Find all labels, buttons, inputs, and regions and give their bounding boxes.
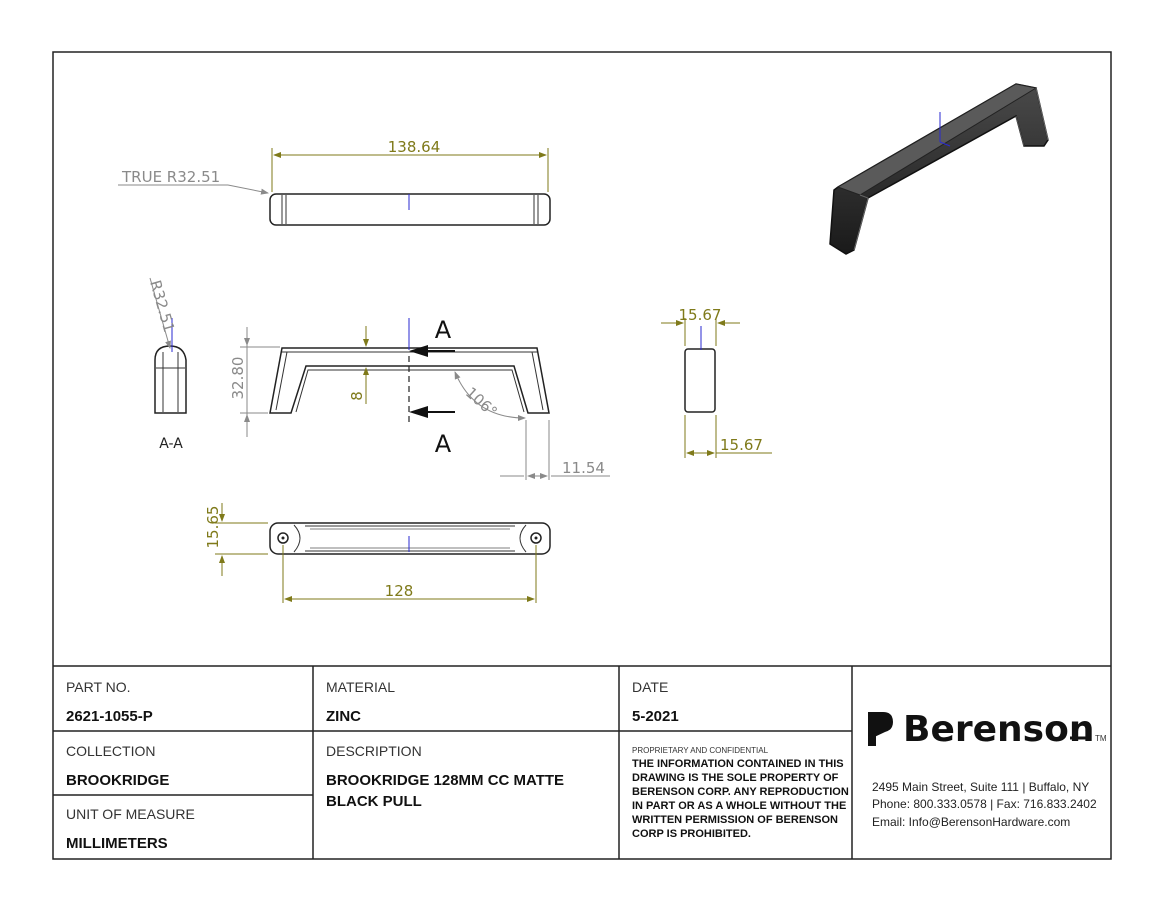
section-radius-note: R32.51	[146, 278, 179, 335]
thickness-dimension: 8	[348, 391, 366, 401]
company-email: Email: Info@BerensonHardware.com	[872, 815, 1071, 829]
offset-dimension: 11.54	[562, 459, 605, 477]
proprietary-line-4: IN PART OR AS A WHOLE WITHOUT THE	[632, 800, 847, 812]
unit-label: UNIT OF MEASURE	[66, 806, 195, 822]
bottom-view	[204, 503, 550, 603]
unit-value: MILLIMETERS	[66, 835, 168, 852]
material-value: ZINC	[326, 708, 361, 725]
top-view	[118, 138, 550, 225]
proprietary-line-2: DRAWING IS THE SOLE PROPERTY OF	[632, 772, 839, 784]
section-label: A-A	[159, 436, 183, 452]
true-radius-note: TRUE R32.51	[122, 168, 221, 186]
center-to-center-dimension: 128	[384, 582, 414, 600]
berenson-logo	[868, 709, 1107, 750]
description-label: DESCRIPTION	[326, 743, 422, 759]
side-width-bottom-dimension: 15.67	[720, 436, 763, 454]
section-view	[146, 278, 186, 452]
front-view	[229, 316, 610, 480]
company-name: Berenson	[903, 709, 1095, 750]
collection-value: BROOKRIDGE	[66, 772, 170, 789]
company-phone: Phone: 800.333.0578 | Fax: 716.833.2402	[872, 797, 1097, 811]
proprietary-line-3: BERENSON CORP. ANY REPRODUCTION	[632, 786, 849, 798]
height-dimension: 32.80	[229, 356, 247, 400]
overall-length-dimension: 138.64	[387, 138, 441, 156]
section-mark-bottom: A	[434, 430, 452, 458]
date-label: DATE	[632, 679, 669, 695]
proprietary-line-1: THE INFORMATION CONTAINED IN THIS	[632, 758, 844, 770]
description-line-1: BROOKRIDGE 128MM CC MATTE	[326, 772, 565, 789]
side-width-top-dimension: 15.67	[678, 306, 722, 324]
proprietary-heading: PROPRIETARY AND CONFIDENTIAL	[632, 746, 769, 755]
isometric-view	[830, 84, 1048, 254]
description-line-2: BLACK PULL	[326, 793, 422, 810]
collection-label: COLLECTION	[66, 743, 156, 759]
angle-dimension: 106°	[461, 383, 501, 422]
proprietary-line-5: WRITTEN PERMISSION OF BERENSON	[632, 814, 838, 826]
side-view	[661, 306, 772, 458]
proprietary-line-6: CORP IS PROHIBITED.	[632, 828, 751, 840]
part-no-label: PART NO.	[66, 679, 131, 695]
material-label: MATERIAL	[326, 679, 395, 695]
trademark: TM	[1095, 734, 1107, 743]
company-address: 2495 Main Street, Suite 111 | Buffalo, NY	[872, 780, 1090, 794]
part-no-value: 2621-1055-P	[66, 708, 153, 725]
bottom-depth-dimension: 15.65	[204, 505, 222, 549]
section-mark-top: A	[434, 316, 452, 344]
date-value: 5-2021	[632, 708, 679, 725]
